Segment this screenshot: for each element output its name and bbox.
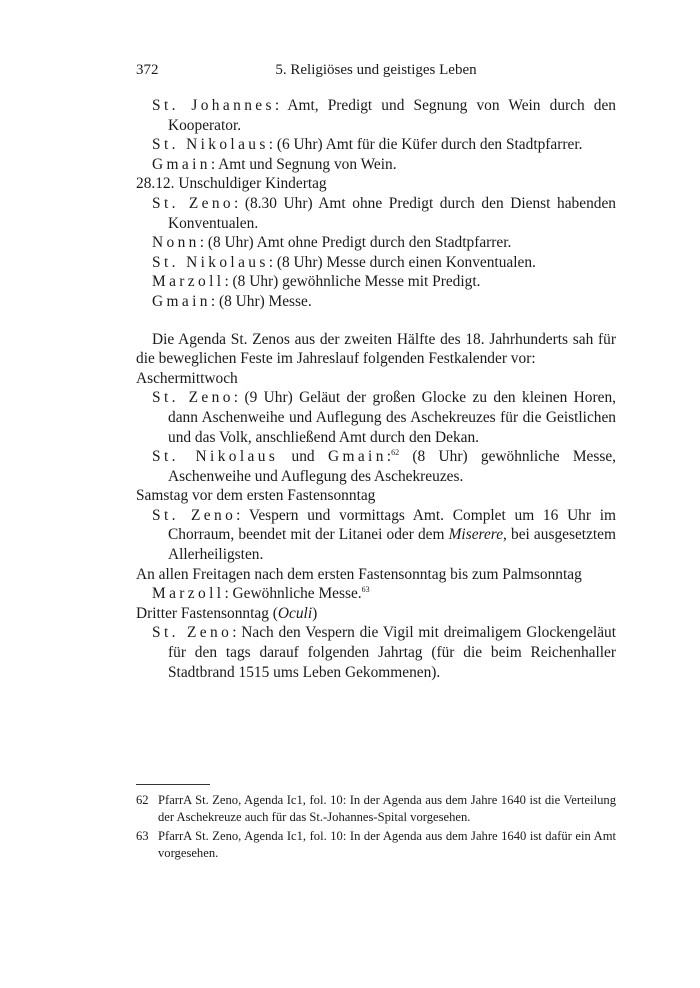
place-name: St. Nikolaus: [152, 448, 279, 466]
footnote-number: 63: [136, 829, 149, 843]
footnote-text: PfarrA St. Zeno, Agenda Ic1, fol. 10: In der Agenda aus dem Jahre 1640 ist die Verteilung der Aschekreuze auch für das St.-Johannes-Spital vorgesehen.: [158, 793, 616, 824]
entry-text: : (8.30 Uhr) Amt ohne Predigt durch den Dienst habenden Konventualen.: [168, 194, 616, 232]
running-head: 5. Religiöses und geistiges Leben: [275, 62, 477, 78]
place-name: Gmain: [327, 448, 387, 466]
entry-text: : (8 Uhr) Amt ohne Predigt durch den Stadtpfarrer.: [199, 234, 512, 252]
body-paragraph: Die Agenda St. Zenos aus der zweiten Hälfte des 18. Jahrhunderts sah für die beweglichen Feste im Jahreslauf folgenden Festkalender vor:: [136, 330, 616, 368]
place-name: St. Johannes: [152, 97, 275, 114]
footnote-ref-62[interactable]: 62: [391, 448, 400, 458]
feast-heading: Samstag vor dem ersten Fastensonntag: [136, 487, 376, 505]
footnote-ref-63[interactable]: 63: [361, 585, 370, 595]
feast-heading: Aschermittwoch: [136, 369, 238, 387]
entry-text: : Amt, Predigt und Segnung von Wein durch den Kooperator.: [168, 97, 616, 134]
entry-line: [136, 623, 616, 682]
entry-line: [136, 272, 616, 292]
footnote: [136, 792, 616, 826]
entry-line: [136, 155, 616, 175]
entry-line: [136, 447, 616, 486]
entry-line: [136, 292, 616, 312]
entry-text: : Nach den Vespern die Vigil mit dreimaligem Glockengeläut für den tags darauf folgenden Jahrtag (für die beim Reichenhaller Stadtbrand 1515 ums Leben Gekommenen).: [168, 624, 616, 681]
place-name: St. Zeno: [152, 624, 233, 642]
place-name: St. Zeno: [152, 506, 237, 524]
footnote-rule: [136, 784, 210, 785]
place-name: St. Zeno: [152, 194, 234, 212]
place-name: Marzoll: [152, 585, 225, 603]
entry-line: [136, 233, 616, 253]
entry-line: [136, 253, 616, 273]
entry-line: [136, 388, 616, 447]
italic-term: Miserere: [448, 526, 504, 544]
entry-text: : (8 Uhr) gewöhnliche Messe mit Predigt.: [224, 273, 481, 291]
conjunction: und: [278, 448, 328, 466]
place-name: St. Nikolaus: [152, 253, 269, 271]
entry-text: , bei ausgesetztem Allerheiligsten.: [168, 526, 616, 564]
heading-text: ): [312, 604, 318, 622]
place-name: Gmain: [152, 292, 211, 310]
footnote-number: 62: [136, 793, 149, 807]
entry-line: [136, 506, 616, 565]
place-name: Gmain: [152, 155, 211, 173]
entry-line: [136, 135, 616, 155]
entry-text: : Vespern und vormittags Amt. Complet um 16 Uhr im Chorraum, beendet mit der Litanei oder dem: [168, 506, 617, 544]
colon: :: [386, 448, 392, 466]
entry-text: : (8 Uhr) Messe durch einen Konventualen.: [268, 253, 536, 271]
entry-line: [136, 96, 616, 135]
place-name: St. Nikolaus: [152, 136, 269, 154]
footnote-text: PfarrA St. Zeno, Agenda Ic1, fol. 10: In der Agenda aus dem Jahre 1640 ist dafür ein Amt vorgesehen.: [158, 829, 616, 860]
entry-text: : Gewöhnliche Messe.: [224, 585, 362, 603]
entry-line: [136, 194, 616, 233]
feast-heading: 28.12. Unschuldiger Kindertag: [136, 175, 327, 193]
feast-heading: [136, 604, 616, 624]
italic-term: Oculi: [277, 604, 313, 622]
heading-text: Dritter Fastensonntag (: [136, 604, 278, 622]
footnotes: [136, 792, 616, 864]
footnote: [136, 828, 616, 862]
entry-text: : (9 Uhr) Geläut der großen Glocke zu den kleinen Horen, dann Aschenweihe und Auflegung des Aschekreuzes für die Geistlichen und das Volk, anschließend Amt durch den Dekan.: [168, 389, 616, 446]
entry-text: : (8 Uhr) Messe.: [210, 292, 312, 310]
page-header: [136, 62, 616, 84]
page-number: 372: [136, 62, 159, 78]
place-name: St. Zeno: [152, 389, 234, 407]
feast-heading: An allen Freitagen nach dem ersten Fastensonntag bis zum Palmsonntag: [136, 565, 582, 583]
place-name: Marzoll: [152, 273, 225, 291]
entry-text: : (6 Uhr) Amt für die Küfer durch den Stadtpfarrer.: [268, 136, 583, 154]
entry-line: [136, 584, 616, 604]
entry-text: (8 Uhr) gewöhnliche Messe, Aschenweihe und Auflegung des Aschekreuzes.: [168, 448, 617, 485]
body-text: [136, 96, 616, 682]
place-name: Nonn: [152, 234, 200, 252]
entry-text: : Amt und Segnung von Wein.: [210, 155, 397, 173]
